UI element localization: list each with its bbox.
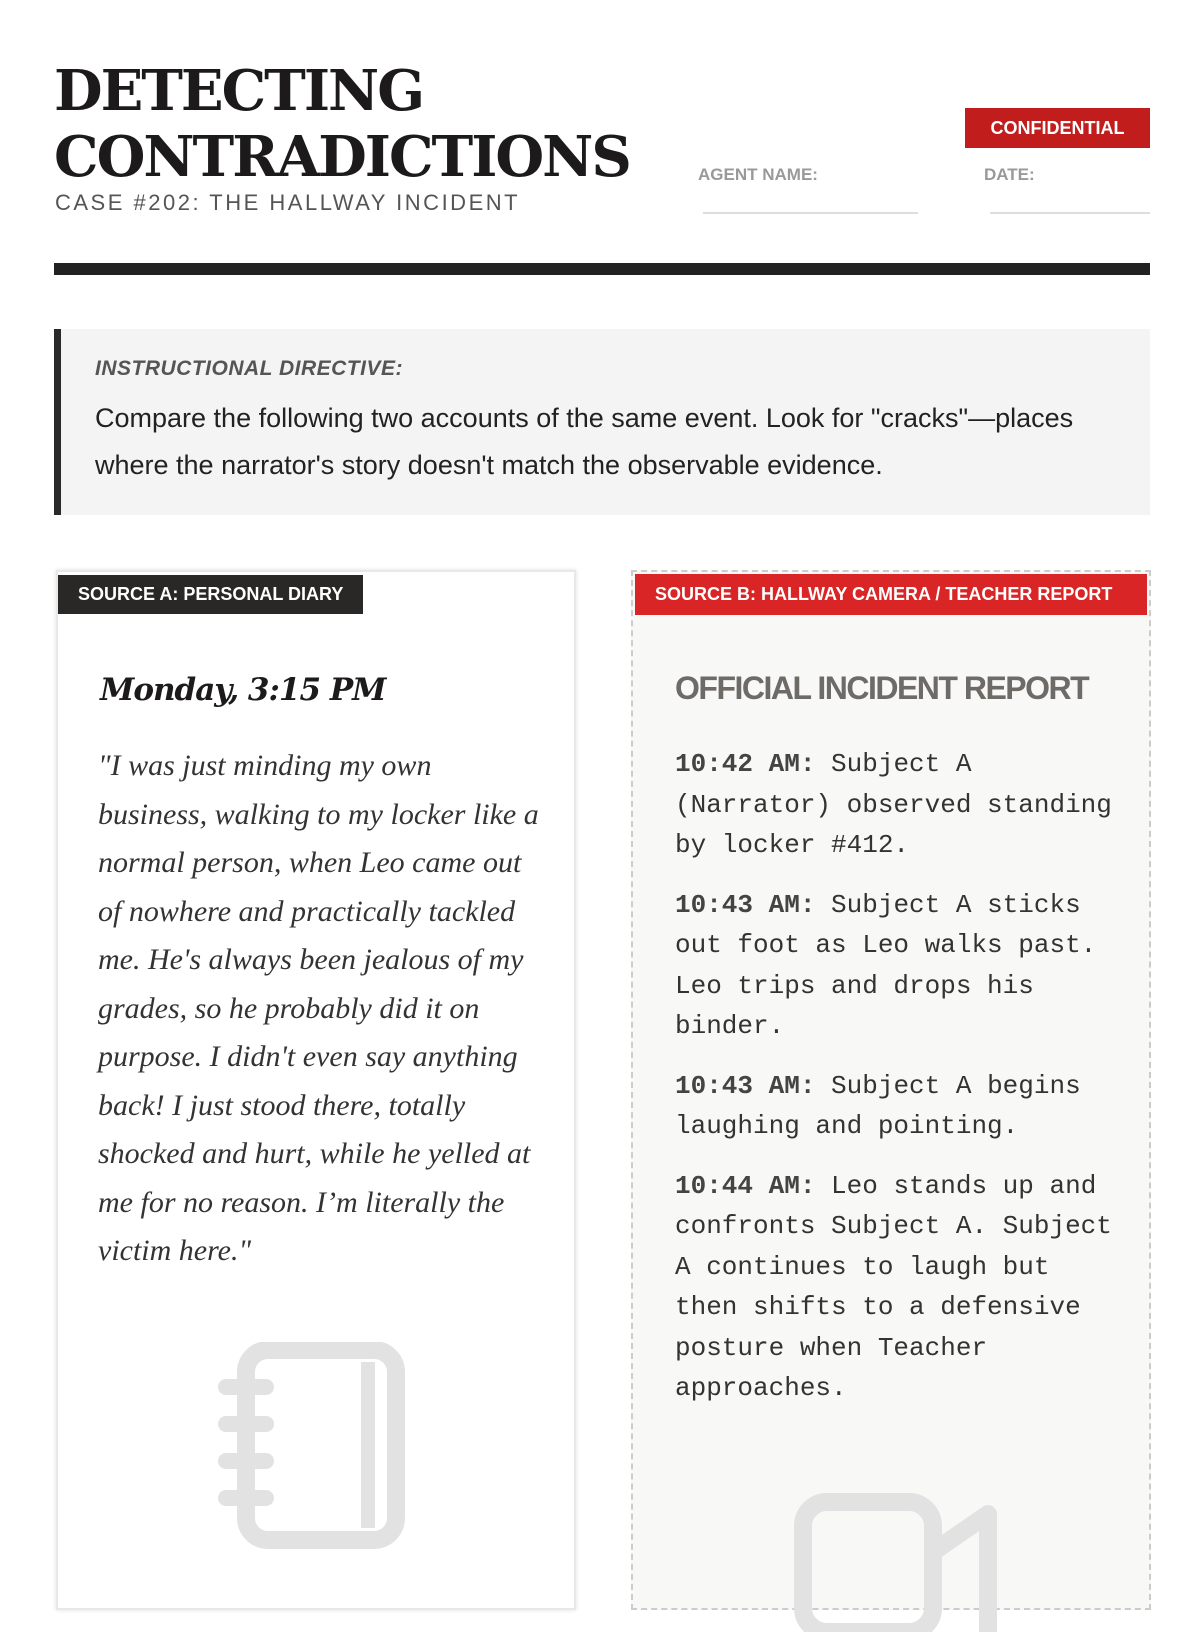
directive-heading: INSTRUCTIONAL DIRECTIVE: (95, 357, 403, 380)
confidential-badge: CONFIDENTIAL (965, 108, 1150, 148)
entry-time: 10:44 AM: (675, 1170, 816, 1201)
header-divider (54, 263, 1150, 275)
entry-time: 10:43 AM: (675, 1070, 816, 1101)
entry-text: Leo stands up and confronts Subject A. Subject A continues to laugh but then shifts to a defensive posture when Teacher approaches. (675, 1170, 1112, 1403)
entry-text: Subject A sticks out foot as Leo walks past. Leo trips and drops his binder. (675, 889, 1097, 1041)
date-label: DATE: (984, 165, 1035, 184)
entry-text: Subject A (Narrator) observed standing by locker #412. (675, 749, 1112, 860)
title-line-2: CONTRADICTIONS (54, 124, 630, 190)
notebook-icon (218, 1342, 408, 1552)
page-title (54, 58, 630, 190)
report-entry (675, 744, 1125, 866)
case-subtitle: CASE #202: THE HALLWAY INCIDENT (55, 190, 521, 215)
report-heading: OFFICIAL INCIDENT REPORT (675, 670, 1089, 706)
agent-name-field[interactable] (703, 212, 918, 214)
entry-time: 10:42 AM: (675, 749, 816, 779)
agent-name-label: AGENT NAME: (698, 165, 818, 184)
source-b-tag: SOURCE B: HALLWAY CAMERA / TEACHER REPORT (635, 574, 1147, 615)
video-camera-icon (793, 1492, 1003, 1632)
diary-text: "I was just minding my own business, walking to my locker like a normal person, when Leo came out of nowhere and practically tackled me. He's always been jealous of my grades, so he probably did it on purpose. I didn't even say anything back! I just stood there, totally shocked and hurt, while he yelled at me for no reason. I’m literally the victim here." (98, 749, 539, 1267)
report-entry (675, 885, 1125, 1047)
directive-text: Compare the following two accounts of the same event. Look for "cracks"—places where the narrator's story doesn't match the observable evidence. (95, 403, 1074, 480)
source-a-tag: SOURCE A: PERSONAL DIARY (58, 575, 363, 614)
report-entry (675, 1066, 1125, 1147)
source-b-card (631, 570, 1151, 1610)
source-a-card (56, 570, 576, 1610)
title-line-1: DETECTING (54, 58, 424, 124)
report-entries (675, 744, 1125, 1428)
entry-text: Subject A begins laughing and pointing. (675, 1070, 1081, 1141)
report-entry (675, 1166, 1125, 1409)
instructional-directive (54, 329, 1150, 515)
date-field[interactable] (990, 212, 1150, 214)
entry-time: 10:43 AM: (675, 889, 816, 920)
diary-date: Monday, 3:15 PM (100, 672, 386, 708)
